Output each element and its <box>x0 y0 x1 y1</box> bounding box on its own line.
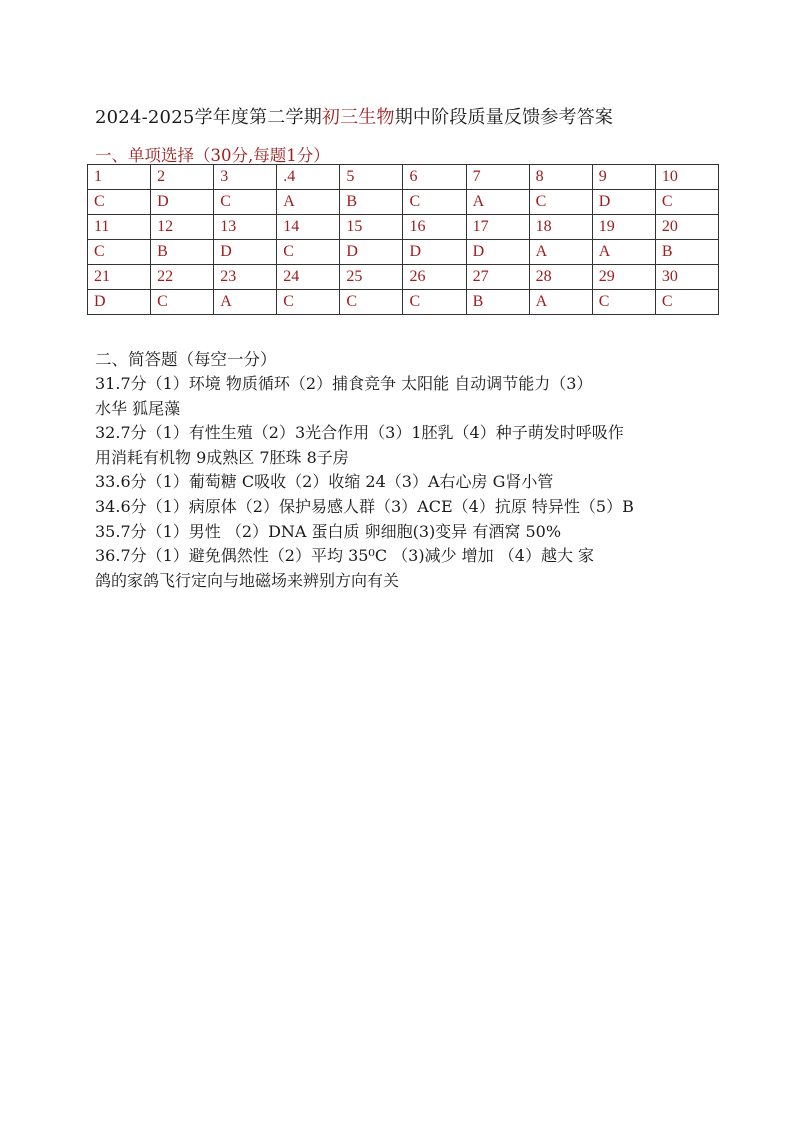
table-cell: 6 <box>403 165 466 190</box>
title-part-3: 期中阶段质量反馈参考答案 <box>394 107 614 128</box>
table-cell: A <box>466 190 529 215</box>
table-cell: 16 <box>403 215 466 240</box>
table-row <box>88 240 719 265</box>
table-cell: 19 <box>592 215 655 240</box>
table-cell: B <box>466 290 529 315</box>
answer-table <box>87 164 719 315</box>
table-cell: C <box>88 240 151 265</box>
table-row <box>88 190 719 215</box>
table-cell: 22 <box>151 265 214 290</box>
table-cell: C <box>403 190 466 215</box>
title-part-2: 初三生物 <box>321 107 395 128</box>
answer-line: 33.6分（1）葡萄糖 C吸收（2）收缩 24（3）A右心房 G肾小管 <box>95 472 554 492</box>
table-cell: B <box>151 240 214 265</box>
table-row <box>88 265 719 290</box>
table-cell: 11 <box>88 215 151 240</box>
answer-line: 35.7分（1）男性 （2）DNA 蛋白质 卵细胞(3)变异 有酒窝 50% <box>95 521 562 541</box>
table-cell: 10 <box>655 165 718 190</box>
table-cell: A <box>529 240 592 265</box>
table-cell: C <box>655 290 718 315</box>
table-cell: C <box>592 290 655 315</box>
table-cell: 26 <box>403 265 466 290</box>
table-cell: 13 <box>214 215 277 240</box>
section-1-heading-main: 一、单项选择 <box>95 146 194 165</box>
section-2-heading: 二、简答题（每空一分） <box>95 350 277 369</box>
table-cell: 21 <box>88 265 151 290</box>
answer-line: 31.7分（1）环境 物质循环（2）捕食竞争 太阳能 自动调节能力（3） <box>95 374 593 393</box>
table-cell: C <box>88 190 151 215</box>
table-cell: 12 <box>151 215 214 240</box>
table-cell: A <box>592 240 655 265</box>
table-cell: 20 <box>655 215 718 240</box>
table-cell: 2 <box>151 165 214 190</box>
table-cell: C <box>151 290 214 315</box>
table-cell: 24 <box>277 265 340 290</box>
answer-line: 34.6分（1）病原体（2）保护易感人群（3）ACE（4）抗原 特异性（5）B <box>95 496 634 516</box>
table-cell: 29 <box>592 265 655 290</box>
table-cell: D <box>403 240 466 265</box>
table-cell: D <box>340 240 403 265</box>
table-cell: 1 <box>88 165 151 190</box>
table-row <box>88 165 719 190</box>
table-cell: D <box>214 240 277 265</box>
table-cell: C <box>277 240 340 265</box>
answer-line: 鸽的家鸽飞行定向与地磁场来辨别方向有关 <box>95 570 400 590</box>
table-cell: 30 <box>655 265 718 290</box>
table-cell: D <box>151 190 214 215</box>
table-cell: B <box>655 240 718 265</box>
table-cell: C <box>277 290 340 315</box>
table-cell: 15 <box>340 215 403 240</box>
table-cell: C <box>214 190 277 215</box>
table-cell: 5 <box>340 165 403 190</box>
table-row <box>88 290 719 315</box>
answer-line: 用消耗有机物 9成熟区 7胚珠 8子房 <box>95 447 349 467</box>
short-answer-block <box>95 372 713 593</box>
table-cell: A <box>214 290 277 315</box>
page-title <box>95 103 613 129</box>
answer-line: 水华 狐尾藻 <box>95 398 181 418</box>
table-cell: C <box>340 290 403 315</box>
answer-table-body <box>88 165 719 315</box>
table-cell: 17 <box>466 215 529 240</box>
table-cell: C <box>655 190 718 215</box>
table-cell: D <box>592 190 655 215</box>
table-cell: 9 <box>592 165 655 190</box>
table-cell: .4 <box>277 165 340 190</box>
table-cell: 25 <box>340 265 403 290</box>
table-cell: 18 <box>529 215 592 240</box>
table-row <box>88 215 719 240</box>
table-cell: A <box>529 290 592 315</box>
table-cell: 3 <box>214 165 277 190</box>
table-cell: A <box>277 190 340 215</box>
table-cell: 28 <box>529 265 592 290</box>
section-1-heading-note: （30分,每题1分） <box>194 146 330 165</box>
table-cell: C <box>403 290 466 315</box>
table-cell: 14 <box>277 215 340 240</box>
answer-line: 36.7分（1）避免偶然性（2）平均 35⁰C （3)减少 增加 （4）越大 家 <box>95 546 595 566</box>
section-1-heading <box>95 142 330 166</box>
table-cell: C <box>529 190 592 215</box>
table-cell: D <box>466 240 529 265</box>
table-cell: 23 <box>214 265 277 290</box>
title-part-1: 2024-2025学年度第二学期 <box>95 107 322 128</box>
table-cell: B <box>340 190 403 215</box>
table-cell: D <box>88 290 151 315</box>
answer-line: 32.7分（1）有性生殖（2）3光合作用（3）1胚乳（4）种子萌发时呼吸作 <box>95 423 624 443</box>
table-cell: 8 <box>529 165 592 190</box>
table-cell: 7 <box>466 165 529 190</box>
table-cell: 27 <box>466 265 529 290</box>
